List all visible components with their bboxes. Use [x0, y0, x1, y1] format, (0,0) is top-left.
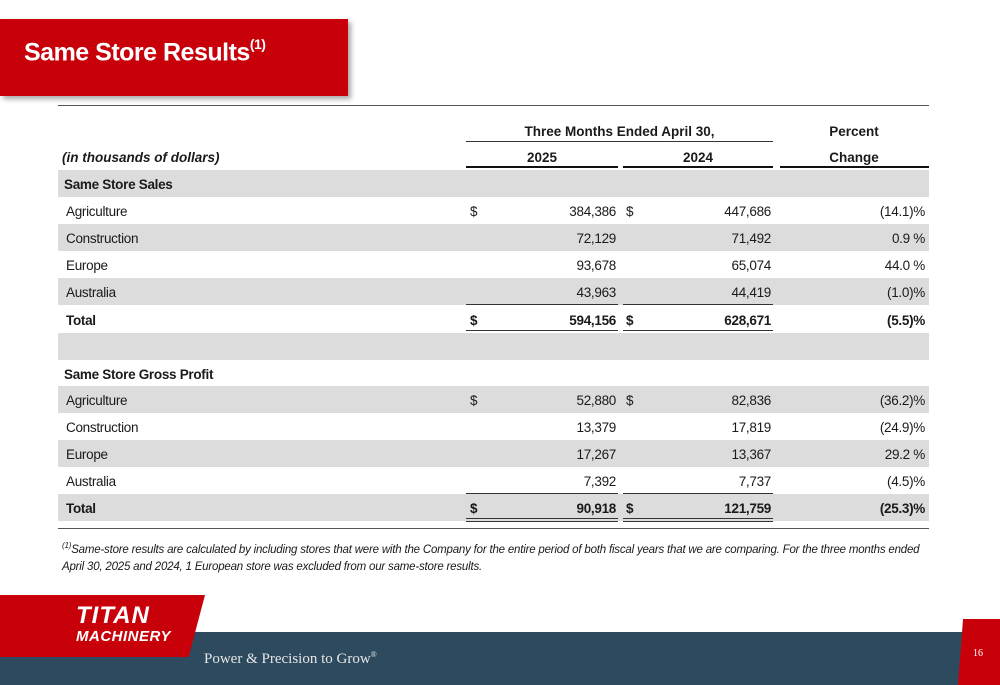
footnote-text: Same-store results are calculated by including stores that were with the Company for the entire period of both fiscal years that we are comparing. For the three months ended April 30, 2025 and 2024, 1 European store was excluded from our same-store results.: [62, 543, 920, 573]
tagline: [204, 650, 377, 668]
value-2025: 43,963: [576, 285, 616, 300]
header-underline-2025: [466, 166, 618, 168]
value-2025: 594,156: [569, 313, 616, 328]
currency-symbol: $: [470, 313, 478, 328]
table-row: [58, 224, 929, 251]
page-title: [24, 38, 265, 67]
spacer-row: [58, 333, 929, 360]
value-2025: 93,678: [576, 258, 616, 273]
percent-change: (24.9)%: [879, 420, 925, 435]
subtotal-underline: [623, 304, 773, 305]
value-2024: 82,836: [731, 393, 771, 408]
percent-change: 0.9 %: [891, 231, 925, 246]
value-2025: 17,267: [576, 447, 616, 462]
percent-change: (14.1)%: [879, 204, 925, 219]
percent-change: (1.0)%: [887, 285, 925, 300]
percent-change: 44.0 %: [884, 258, 925, 273]
currency-symbol: $: [626, 204, 634, 219]
value-2025: 13,379: [576, 420, 616, 435]
table-row: [58, 440, 929, 467]
table-row: [58, 197, 929, 224]
table-row: [58, 278, 929, 305]
logo-wordmark-machinery: MACHINERY: [76, 628, 172, 645]
total-double-underline: [623, 518, 773, 522]
value-2025: 7,392: [583, 474, 616, 489]
percent-change: (36.2)%: [879, 393, 925, 408]
value-2025: 384,386: [569, 204, 616, 219]
value-2024: 17,819: [731, 420, 771, 435]
currency-symbol: $: [470, 204, 478, 219]
section-title-gross-profit: Same Store Gross Profit: [64, 367, 214, 382]
section-header-row: [58, 360, 929, 387]
currency-symbol: $: [470, 501, 478, 516]
registered-mark: ®: [370, 650, 377, 659]
row-label: Agriculture: [66, 204, 128, 219]
table-row: [58, 386, 929, 413]
currency-symbol: $: [626, 313, 634, 328]
table-bottom-rule: [58, 528, 929, 529]
table-top-rule: [58, 105, 929, 106]
percent-change: (4.5)%: [887, 474, 925, 489]
row-label: Total: [66, 501, 96, 516]
change-header: Change: [829, 150, 879, 165]
currency-symbol: $: [626, 393, 634, 408]
value-2024: 65,074: [731, 258, 771, 273]
group-header: Three Months Ended April 30,: [524, 124, 715, 139]
units-label: (in thousands of dollars): [62, 150, 220, 165]
value-2024: 71,492: [731, 231, 771, 246]
currency-symbol: $: [626, 501, 634, 516]
row-label: Agriculture: [66, 393, 128, 408]
table-row: [58, 467, 929, 494]
subtotal-underline: [466, 304, 618, 305]
value-2024: 628,671: [724, 313, 771, 328]
footnote: [62, 537, 922, 576]
value-2024: 447,686: [724, 204, 771, 219]
value-2025: 52,880: [576, 393, 616, 408]
currency-symbol: $: [470, 393, 478, 408]
row-label: Europe: [66, 447, 108, 462]
header-underline-2024: [623, 166, 773, 168]
value-2024: 121,759: [724, 501, 771, 516]
percent-change: 29.2 %: [884, 447, 925, 462]
page-title-text: Same Store Results: [24, 38, 250, 67]
column-header-2025: 2025: [526, 150, 558, 165]
row-label: Construction: [66, 231, 139, 246]
page-number: 16: [973, 648, 983, 659]
table-row: [58, 251, 929, 278]
percent-header: Percent: [829, 124, 879, 139]
value-2024: 44,419: [731, 285, 771, 300]
percent-change: (5.5)%: [887, 313, 925, 328]
value-2024: 13,367: [731, 447, 771, 462]
value-2025: 72,129: [576, 231, 616, 246]
table-row: [58, 413, 929, 440]
section-header-row: [58, 170, 929, 197]
total-row: [58, 306, 929, 333]
value-2024: 7,737: [738, 474, 771, 489]
page-title-footnote-ref: (1): [249, 36, 266, 52]
group-header-underline: [466, 141, 773, 142]
row-label: Australia: [66, 285, 116, 300]
total-double-underline: [466, 518, 618, 522]
row-label: Europe: [66, 258, 108, 273]
total-row: [58, 494, 929, 521]
row-label: Total: [66, 313, 96, 328]
footnote-marker: (1): [62, 541, 72, 550]
section-title-sales: Same Store Sales: [64, 177, 173, 192]
logo-wordmark-titan: TITAN: [76, 602, 150, 629]
column-header-2024: 2024: [682, 150, 714, 165]
row-label: Construction: [66, 420, 139, 435]
percent-change: (25.3)%: [879, 501, 925, 516]
header-underline-change: [780, 166, 929, 168]
tagline-text: Power & Precision to Grow: [204, 651, 371, 667]
row-label: Australia: [66, 474, 116, 489]
value-2025: 90,918: [576, 501, 616, 516]
